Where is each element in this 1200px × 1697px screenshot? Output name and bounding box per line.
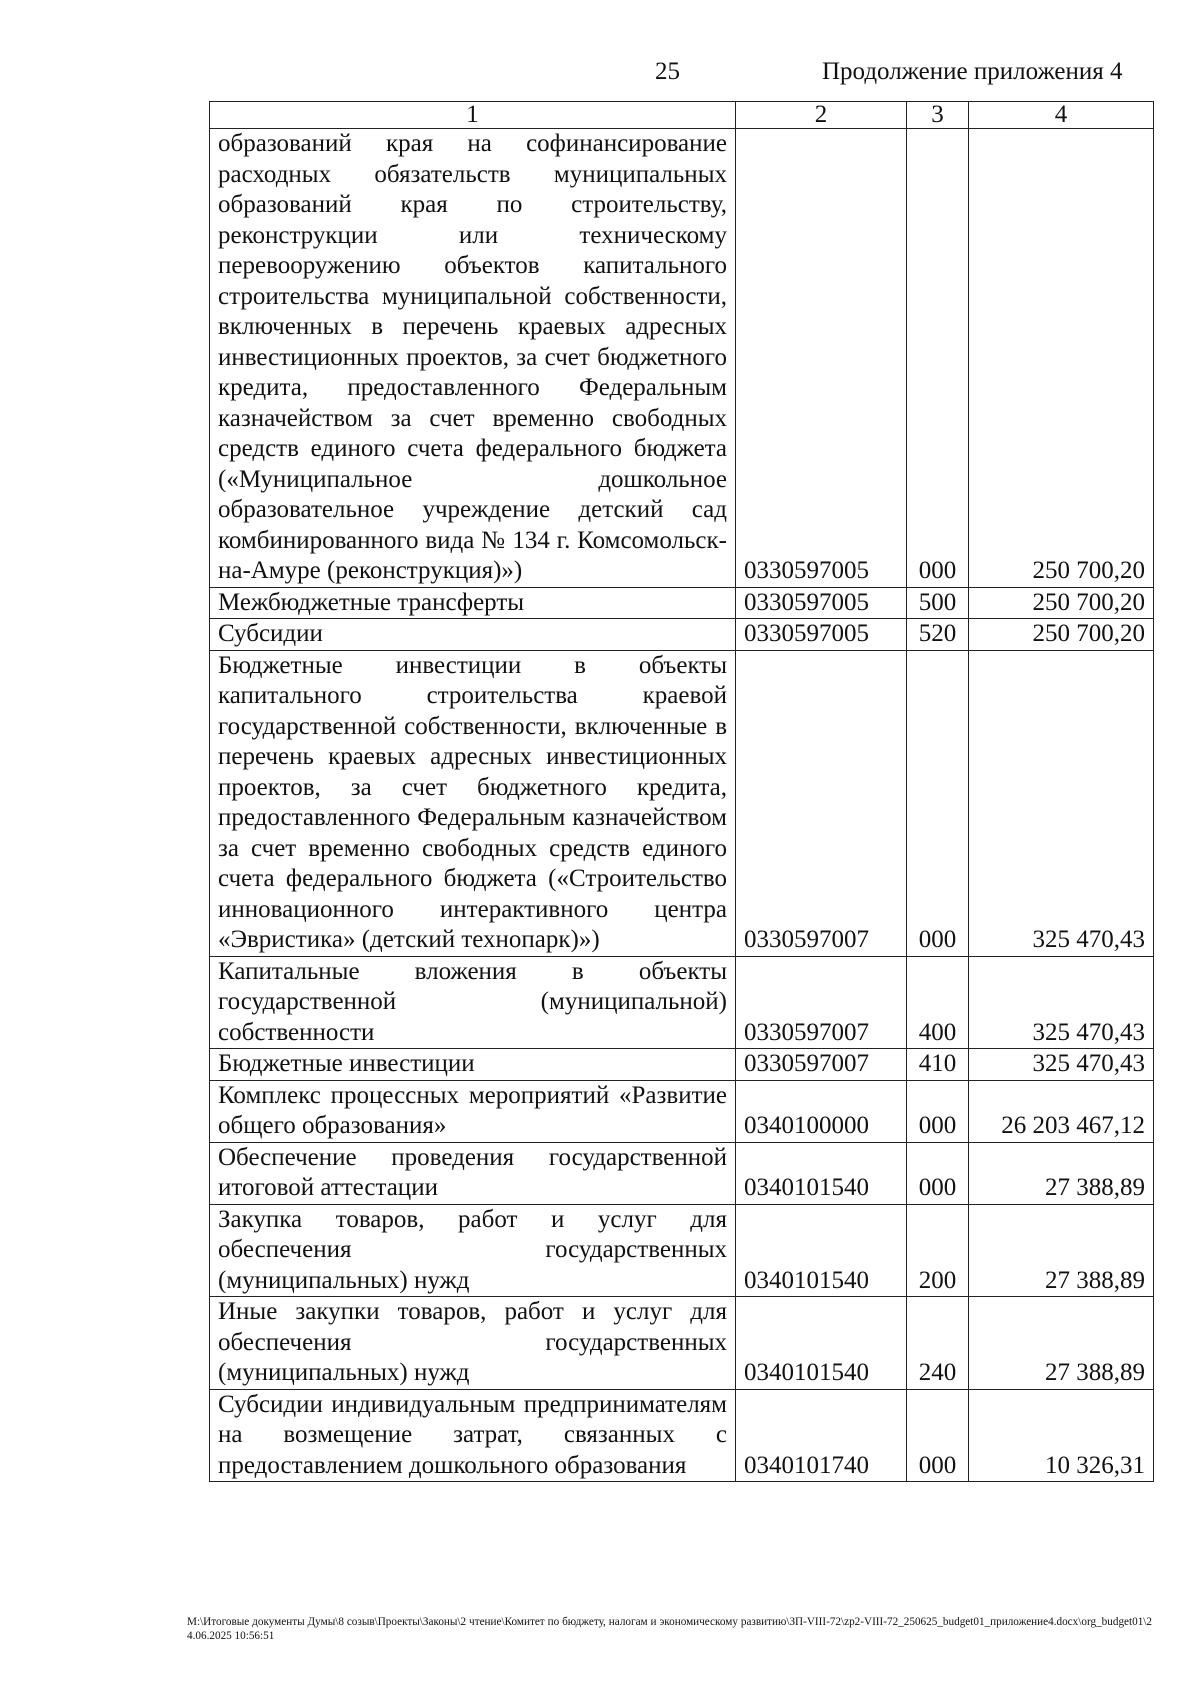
- page-number: 25: [655, 58, 680, 85]
- row-name-cell: Капитальные вложения в объекты государственной (муниципальной) собственности: [210, 956, 736, 1049]
- row-amount-cell: 325 470,43: [969, 1049, 1154, 1081]
- row-amount-cell: 325 470,43: [969, 650, 1154, 956]
- row-amount-cell: 250 700,20: [969, 619, 1154, 651]
- row-code-cell: 0330597005: [736, 587, 907, 619]
- table-row: [210, 1204, 1154, 1297]
- table-row: [210, 1080, 1154, 1142]
- row-kind-cell: 520: [907, 619, 969, 651]
- row-code-cell: 0340101540: [736, 1297, 907, 1390]
- row-kind-cell: 000: [907, 1080, 969, 1142]
- table-row: [210, 1142, 1154, 1204]
- row-amount-cell: 27 388,89: [969, 1142, 1154, 1204]
- table-row: [210, 1297, 1154, 1390]
- table-header-row: [210, 102, 1154, 129]
- row-name-cell: Межбюджетные трансферты: [210, 587, 736, 619]
- column-header-3: 3: [907, 102, 969, 129]
- row-kind-cell: 200: [907, 1204, 969, 1297]
- continuation-title: Продолжение приложения 4: [822, 58, 1123, 85]
- column-header-1: 1: [210, 102, 736, 129]
- row-name-cell: Комплекс процессных мероприятий «Развитие общего образования»: [210, 1080, 736, 1142]
- row-kind-cell: 000: [907, 650, 969, 956]
- row-kind-cell: 000: [907, 1142, 969, 1204]
- row-amount-cell: 26 203 467,12: [969, 1080, 1154, 1142]
- row-kind-cell: 400: [907, 956, 969, 1049]
- row-amount-cell: 27 388,89: [969, 1204, 1154, 1297]
- row-name-cell: Обеспечение проведения государственной итоговой аттестации: [210, 1142, 736, 1204]
- row-code-cell: 0340100000: [736, 1080, 907, 1142]
- table-row: [210, 587, 1154, 619]
- row-code-cell: 0330597005: [736, 129, 907, 588]
- table-row: [210, 129, 1154, 588]
- table-row: [210, 956, 1154, 1049]
- row-amount-cell: 10 326,31: [969, 1389, 1154, 1482]
- row-kind-cell: 410: [907, 1049, 969, 1081]
- row-code-cell: 0340101540: [736, 1142, 907, 1204]
- row-kind-cell: 500: [907, 587, 969, 619]
- row-name-cell: Бюджетные инвестиции в объекты капитального строительства краевой государственной собственности, включенные в перечень краевых адресных инвестиционных проектов, за счет бюджетного кредита, предоставленного Федеральным казначейством за счет временно свободных средств единого счета федерального бюджета («Строительство инновационного интерактивного центра «Эвристика» (детский технопарк)»): [210, 650, 736, 956]
- column-header-4: 4: [969, 102, 1154, 129]
- row-amount-cell: 27 388,89: [969, 1297, 1154, 1390]
- table-row: [210, 650, 1154, 956]
- row-code-cell: 0340101540: [736, 1204, 907, 1297]
- table-body: [210, 129, 1154, 1482]
- row-kind-cell: 000: [907, 129, 969, 588]
- row-code-cell: 0330597005: [736, 619, 907, 651]
- row-name-cell: Субсидии: [210, 619, 736, 651]
- row-code-cell: 0330597007: [736, 1049, 907, 1081]
- document-path-footer: M:\Итоговые документы Думы\8 созыв\Проекты\Законы\2 чтение\Комитет по бюджету, налогам и экономическому развитию\ЗП-VIII-72\zp2-VIII-72_250625_budget01_приложение4.docx\org_budget01\24.06.2025 10:56:51: [187, 1616, 1152, 1642]
- column-header-2: 2: [736, 102, 907, 129]
- table-row: [210, 1049, 1154, 1081]
- row-name-cell: Субсидии индивидуальным предпринимателям на возмещение затрат, связанных с предоставлением дошкольного образования: [210, 1389, 736, 1482]
- row-name-cell: Иные закупки товаров, работ и услуг для обеспечения государственных (муниципальных) нужд: [210, 1297, 736, 1390]
- row-code-cell: 0330597007: [736, 650, 907, 956]
- budget-table: [209, 101, 1154, 1482]
- row-name-cell: Бюджетные инвестиции: [210, 1049, 736, 1081]
- row-code-cell: 0330597007: [736, 956, 907, 1049]
- row-kind-cell: 240: [907, 1297, 969, 1390]
- table-row: [210, 1389, 1154, 1482]
- row-name-cell: Закупка товаров, работ и услуг для обеспечения государственных (муниципальных) нужд: [210, 1204, 736, 1297]
- row-code-cell: 0340101740: [736, 1389, 907, 1482]
- row-name-cell: образований края на софинансирование расходных обязательств муниципальных образований края по строительству, реконструкции или техническому перевооружению объектов капитального строительства муниципальной собственности, включенных в перечень краевых адресных инвестиционных проектов, за счет бюджетного кредита, предоставленного Федеральным казначейством за счет временно свободных средств единого счета федерального бюджета («Муниципальное дошкольное образовательное учреждение детский сад комбинированного вида № 134 г. Комсомольск-на-Амуре (реконструкция)»): [210, 129, 736, 588]
- row-amount-cell: 250 700,20: [969, 129, 1154, 588]
- table-row: [210, 619, 1154, 651]
- row-amount-cell: 250 700,20: [969, 587, 1154, 619]
- row-kind-cell: 000: [907, 1389, 969, 1482]
- row-amount-cell: 325 470,43: [969, 956, 1154, 1049]
